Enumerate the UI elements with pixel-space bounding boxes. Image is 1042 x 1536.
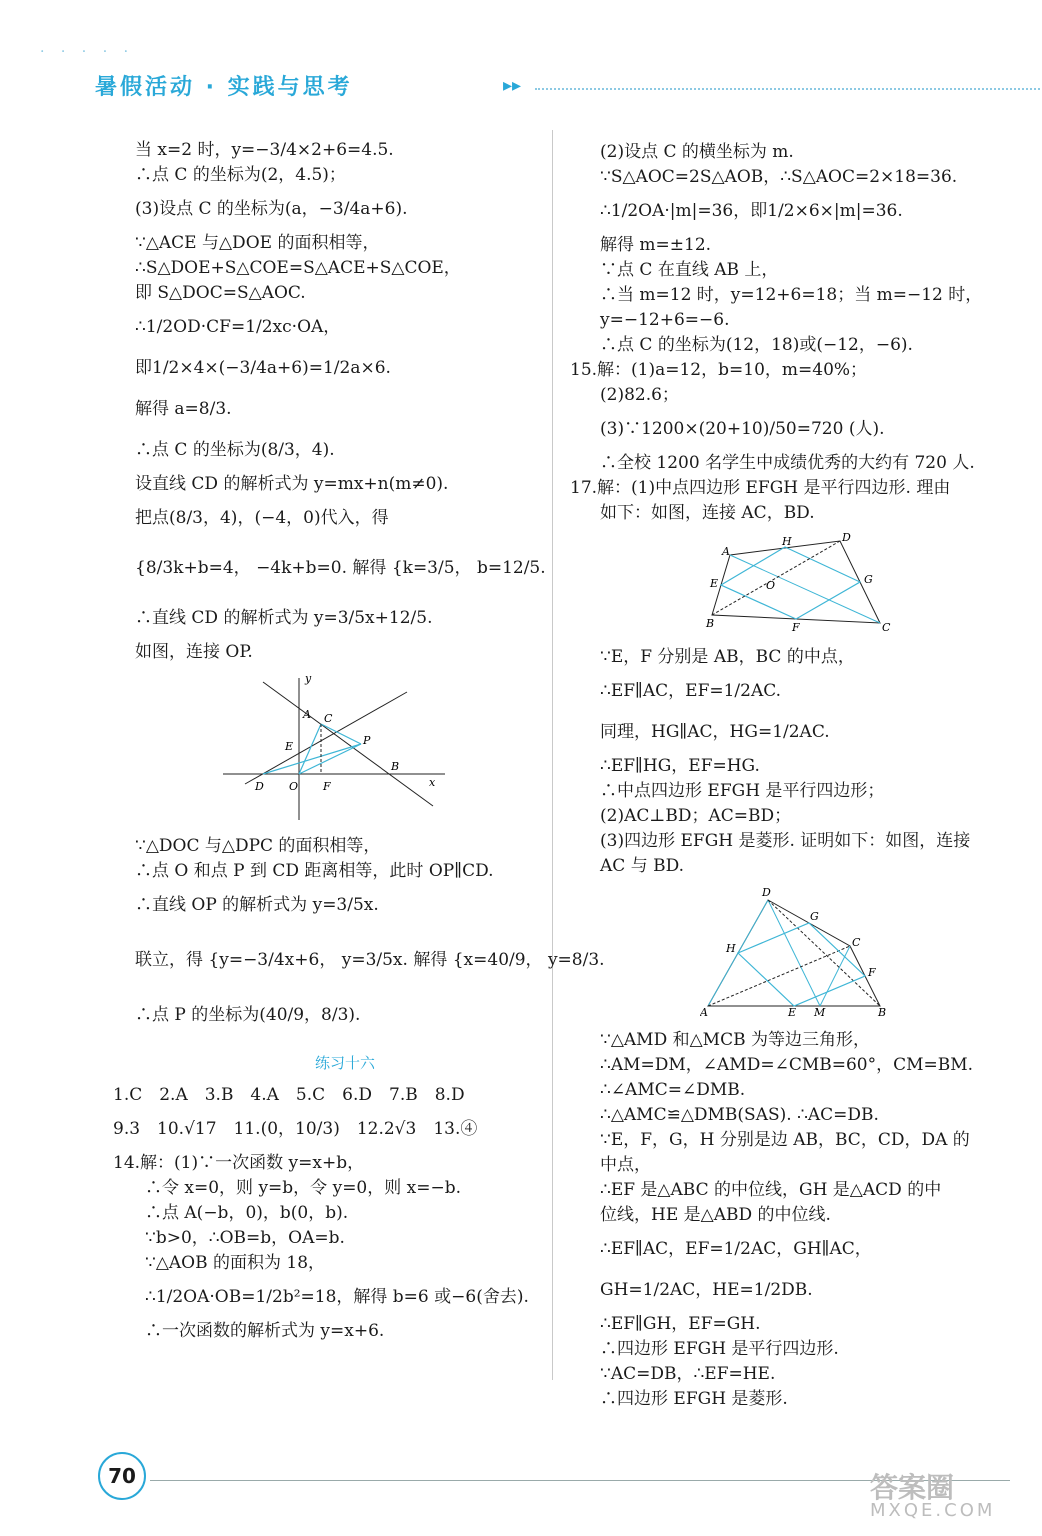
figure-label: E (788, 1006, 797, 1016)
solution-line: 如下：如图，连接 AC，BD. (600, 503, 815, 523)
right-block-c (570, 1028, 1010, 1411)
solution-line: GH=1/2AC，HE=1/2DB. (600, 1280, 813, 1300)
solution-line: ∴EF∥AC，EF=1/2AC，GH∥AC， (600, 1239, 872, 1259)
solution-line: AC 与 BD. (600, 856, 685, 876)
exercise-title: 练习十六 (314, 1054, 375, 1072)
watermark-logo: 答案圈 (870, 1471, 955, 1504)
left-block-b (135, 834, 605, 1034)
figure-label: C (852, 936, 861, 949)
figure-label: F (868, 966, 876, 979)
left-block-a (135, 138, 555, 664)
solution-line: ∴EF∥AC，EF=1/2AC. (600, 681, 782, 701)
figure-label: E (285, 740, 294, 753)
solution-line: ∴EF∥HG，EF=HG. (600, 756, 760, 776)
solution-line: 同理，HG∥AC，HG=1/2AC. (600, 722, 830, 742)
figure-label: D (762, 886, 771, 899)
solution-line: ∴当 m=12 时，y=12+6=18；当 m=−12 时， (600, 285, 983, 305)
figure-label: F (792, 621, 800, 633)
solution-line: ∵b>0，∴OB=b，OA=b. (145, 1228, 345, 1248)
solution-line: (3)设点 C 的坐标为(a，−3/4a+6). (135, 199, 408, 219)
solution-line: ∴S△DOE+S△COE=S△ACE+S△COE， (135, 258, 461, 278)
figure-label: B (878, 1006, 887, 1016)
quadrilateral-figure-1 (570, 533, 1010, 637)
figure-label: B (391, 760, 400, 773)
figure-label: B (706, 617, 715, 630)
quadrilateral-figure-2 (570, 886, 1010, 1020)
figure-label: D (255, 780, 264, 793)
solution-line: ∴∠AMC=∠DMB. (600, 1080, 746, 1100)
solution-line: ∴EF 是△ABC 的中位线，GH 是△ACD 的中 (600, 1180, 942, 1200)
solution-line: 解得 m=±12. (600, 235, 712, 255)
solution-line: 把点(8/3，4)，(−4，0)代入，得 (135, 508, 389, 528)
answer-list (113, 1083, 555, 1148)
solution-line: ∴一次函数的解析式为 y=x+6. (145, 1321, 385, 1341)
header-title: 暑假活动 · 实践与思考 (95, 75, 353, 100)
solution-line: ∴点 A(−b，0)，b(0，b). (145, 1203, 349, 1223)
solution-line: ∵△AMD 和△MCB 为等边三角形， (600, 1030, 870, 1050)
answer-row: 1.C 2.A 3.B 4.A 5.C 6.D 7.B 8.D (113, 1085, 465, 1105)
solution-line: ∴1/2OA·OB=1/2b²=18，解得 b=6 或−6(舍去). (145, 1287, 529, 1307)
solution-line: y=−12+6=−6. (600, 310, 730, 330)
figure-label: C (882, 621, 891, 633)
solution-line: ∴点 C 的坐标为(8/3，4). (135, 440, 335, 460)
solution-line: ∴EF∥GH，EF=GH. (600, 1314, 761, 1334)
right-block-a (570, 140, 1010, 525)
figure-label: y (305, 672, 312, 685)
solution-line: ∴1/2OA·|m|=36，即1/2×6×|m|=36. (600, 201, 903, 221)
solution-line: ∴令 x=0，则 y=b，令 y=0，则 x=−b. (145, 1178, 462, 1198)
solution-line: 当 x=2 时，y=−3/4×2+6=4.5. (135, 140, 394, 160)
solution-line: ∵E，F，G，H 分别是边 AB，BC，CD，DA 的 (600, 1130, 970, 1150)
solution-line: (3)∵1200×(20+10)/50=720 (人). (600, 419, 885, 439)
solution-line: ∵△DOC 与△DPC 的面积相等， (135, 836, 381, 856)
solution-line: 设直线 CD 的解析式为 y=mx+n(m≠0). (135, 474, 449, 494)
figure-label: O (289, 780, 299, 793)
header-arrows-icon: ▸▸ (503, 75, 522, 96)
solution-line: ∴AM=DM，∠AMD=∠CMB=60°，CM=BM. (600, 1055, 974, 1075)
page-number: 70 (98, 1452, 146, 1500)
solution-line: ∴四边形 EFGH 是菱形. (600, 1389, 788, 1409)
solution-line: 15.解：(1)a=12，b=10，m=40%； (570, 360, 868, 380)
solution-line: 即1/2×4×(−3/4a+6)=1/2a×6. (135, 358, 391, 378)
solution-line: ∴△AMC≌△DMB(SAS). ∴AC=DB. (600, 1105, 879, 1125)
solution-line: ∴全校 1200 名学生中成绩优秀的大约有 720 人. (600, 453, 975, 473)
figure-label: E (710, 577, 719, 590)
solution-line: ∵S△AOC=2S△AOB，∴S△AOC=2×18=36. (600, 167, 958, 187)
answer-row: 9.3 10.√17 11.(0，10/3) 12.2√3 13.④ (113, 1119, 478, 1139)
figure-label: D (842, 533, 851, 544)
solution-line: ∴四边形 EFGH 是平行四边形. (600, 1339, 839, 1359)
solution-line: ∴点 P 的坐标为(40/9，8/3). (135, 1005, 361, 1025)
coordinate-figure (135, 672, 555, 826)
solution-line: ∵△AOB 的面积为 18， (145, 1253, 326, 1273)
figure-label: G (864, 573, 873, 586)
solution-line: 解得 a=8/3. (135, 399, 232, 419)
solution-line: 14.解：(1)∵一次函数 y=x+b， (113, 1153, 365, 1173)
solution-line: ∵AC=DB，∴EF=HE. (600, 1364, 776, 1384)
solution-line: ∴点 O 和点 P 到 CD 距离相等，此时 OP∥CD. (135, 861, 494, 881)
solution-line: ∵△ACE 与△DOE 的面积相等， (135, 233, 380, 253)
solution-line: 中点， (600, 1155, 651, 1175)
figure-label: H (782, 535, 792, 548)
left-block-c (113, 1151, 555, 1343)
figure-label: A (700, 1006, 708, 1016)
solution-line: 联立，得 {y=−3/4x+6， y=3/5x. 解得 {x=40/9， y=8/3. (135, 950, 605, 970)
figure-label: P (363, 734, 371, 747)
solution-line: ∴1/2OD·CF=1/2xc·OA， (135, 317, 341, 337)
figure-label: F (323, 780, 331, 793)
solution-line: (2)82.6； (600, 385, 679, 405)
solution-line: ∴直线 CD 的解析式为 y=3/5x+12/5. (135, 608, 433, 628)
figure-label: A (722, 545, 730, 558)
figure-label: C (324, 712, 333, 725)
right-block-b (570, 645, 1010, 878)
figure-label: O (766, 579, 776, 592)
figure-label: A (303, 708, 311, 721)
solution-line: {8/3k+b=4， −4k+b=0. 解得 {k=3/5， b=12/5. (135, 558, 546, 578)
solution-line: ∴中点四边形 EFGH 是平行四边形； (600, 781, 885, 801)
solution-line: ∴点 C 的坐标为(2，4.5)； (135, 165, 346, 185)
solution-line: ∵E，F 分别是 AB，BC 的中点， (600, 647, 855, 667)
solution-line: (2)设点 C 的横坐标为 m. (600, 142, 794, 162)
solution-line: ∴直线 OP 的解析式为 y=3/5x. (135, 895, 379, 915)
solution-line: 17.解：(1)中点四边形 EFGH 是平行四边形. 理由 (570, 478, 951, 498)
solution-line: ∵点 C 在直线 AB 上， (600, 260, 779, 280)
figure-label: x (429, 776, 436, 789)
right-column (570, 140, 1010, 1412)
solution-line: (2)AC⊥BD；AC=BD； (600, 806, 792, 826)
solution-line: ∴点 C 的坐标为(12，18)或(−12，−6). (600, 335, 913, 355)
solution-line: 即 S△DOC=S△AOC. (135, 283, 306, 303)
header-decoration: · · · · · (40, 44, 135, 60)
header-dotted-rule (535, 88, 1042, 90)
solution-line: 如图，连接 OP. (135, 642, 253, 662)
figure-label: G (810, 910, 819, 923)
left-column (113, 138, 605, 1344)
solution-line: (3)四边形 EFGH 是菱形. 证明如下：如图，连接 (600, 831, 971, 851)
solution-line: 位线，HE 是△ABD 的中位线. (600, 1205, 831, 1225)
figure-label: H (726, 942, 736, 955)
figure-label: M (814, 1006, 826, 1016)
watermark-url: MXQE.COM (870, 1500, 996, 1521)
